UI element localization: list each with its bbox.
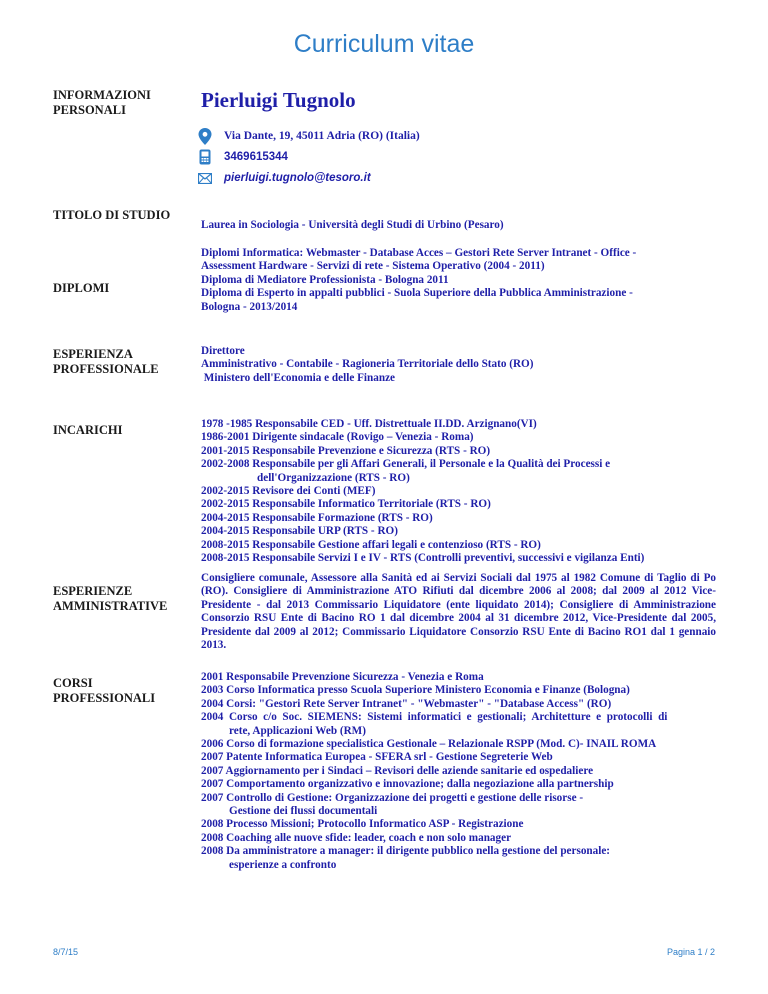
phone-number: 3469615344 [224,151,288,163]
course-line: 2008 Coaching alle nuove sfide: leader, coach e non solo manager [201,831,512,844]
course-line: 2004 Corso c/o Soc. SIEMENS: Sistemi informatici e gestionali; Architetture e protocolli di [201,711,668,724]
diploma-line: Bologna - 2013/2014 [201,300,298,313]
experience-line: Direttore [201,345,245,357]
course-line: 2008 Processo Missioni; Protocollo Informatico ASP - Registrazione [201,818,524,831]
footer-date: 8/7/15 [53,947,79,957]
phone-row [196,148,288,166]
phone-icon [196,148,214,166]
role-line: 2008-2015 Responsabile Servizi I e IV - RTS (Controlli preventivi, successivi e vigilanza Enti) [201,552,645,565]
course-line: rete, Applicazioni Web (RM) [229,724,366,737]
label-roles: INCARICHI [53,423,123,437]
page-title: Curriculum vitae [293,30,475,58]
role-line: 2002-2015 Responsabile Informatico Territoriale (RTS - RO) [201,498,491,511]
diploma-line: Diplomi Informatica: Webmaster - Database Acces – Gestori Rete Server Intranet - Office - [201,247,637,259]
role-line: 2001-2015 Responsabile Prevenzione e Sicurezza (RTS - RO) [201,444,491,457]
envelope-icon [196,169,214,187]
role-line: 1986-2001 Dirigente sindacale (Rovigo – Venezia - Roma) [201,431,474,444]
label-study: TITOLO DI STUDIO [53,208,171,222]
role-line: 1978 -1985 Responsabile CED - Uff. Distrettuale II.DD. Arzignano(VI) [201,418,537,430]
label-diplomas: DIPLOMI [53,281,110,295]
role-line: 2002-2008 Responsabile per gli Affari Generali, il Personale e la Qualità dei Processi e [201,458,611,471]
person-name: Pierluigi Tugnolo [201,88,356,112]
diplomas-list [201,247,716,314]
address-text: Via Dante, 19, 45011 Adria (RO) (Italia) [224,130,420,142]
experience-block [201,345,716,385]
address-row [196,127,420,145]
course-line: 2003 Corso Informatica presso Scuola Superiore Ministero Economia e Finanze (Bologna) [201,684,630,697]
course-line: 2008 Da amministratore a manager: il dirigente pubblico nella gestione del personale: [201,845,611,858]
course-line: 2007 Patente Informatica Europea - SFERA srl - Gestione Segreterie Web [201,751,553,764]
courses-list [201,671,716,872]
role-line: dell'Organizzazione (RTS - RO) [257,471,410,484]
course-line: 2006 Corso di formazione specialistica Gestionale – Relazionale RSPP (Mod. C)- INAIL ROMA [201,738,657,751]
experience-line: Amministrativo - Contabile - Ragioneria Territoriale dello Stato (RO) [201,358,534,371]
label-courses: CORSI PROFESSIONALI [53,676,156,705]
study-text: Laurea in Sociologia - Università degli Studi di Urbino (Pesaro) [201,219,504,231]
course-line: 2007 Controllo di Gestione: Organizzazione dei progetti e gestione delle risorse - [201,791,584,804]
label-personal-info: INFORMAZIONI PERSONALI [53,88,151,117]
role-line: 2008-2015 Responsabile Gestione affari legali e contenzioso (RTS - RO) [201,538,541,551]
admin-experience-text: Consigliere comunale, Assessore alla Sanità ed ai Servizi Sociali dal 1975 al 1982 Comune di Taglio di Po (RO). Consigliere di Amministrazione ATO Rifiuti dal dicembre 2006 al 2008; dal 2009 al 2012 Vice-Presidente - dal 2013 Commissario Liquidatore (ente liquidato 2014); Consigliere di Amministrazione Consorzio RSU Ente di Bacino RO 1 dal dicembre 2004 al 31 dicembre 2012, Vice-Presidente dal 2005, Presidente dal 2009 al 2012; Commissario Liquidatore Consorzio RSU Ente di Bacino RO1 dal 1 gennaio 2013. [201,572,716,652]
email-row [196,169,371,187]
course-line: esperienze a confronto [229,858,337,871]
label-admin-experience: ESPERIENZE AMMINISTRATIVE [53,584,168,613]
course-line: 2007 Aggiornamento per i Sindaci – Revisori delle aziende sanitarie ed ospedaliere [201,764,594,777]
email-link[interactable]: pierluigi.tugnolo@tesoro.it [224,172,371,184]
role-line: 2002-2015 Revisore dei Conti (MEF) [201,485,376,498]
footer-page-number: Pagina 1 / 2 [666,947,715,957]
diploma-line: Assessment Hardware - Servizi di rete - Sistema Operativo (2004 - 2011) [201,260,545,273]
experience-line: Ministero dell'Economia e delle Finanze [201,371,396,384]
course-line: 2001 Responsabile Prevenzione Sicurezza - Venezia e Roma [201,671,484,683]
course-line: 2007 Comportamento organizzativo e innovazione; dalla negoziazione alla partnership [201,778,614,791]
role-line: 2004-2015 Responsabile Formazione (RTS - RO) [201,511,433,524]
map-pin-icon [196,127,214,145]
roles-list [201,418,716,565]
course-line: Gestione dei flussi documentali [229,805,378,818]
course-line: 2004 Corsi: "Gestori Rete Server Intranet" - "Webmaster" - "Database Access" (RO) [201,697,612,710]
label-experience: ESPERIENZA PROFESSIONALE [53,347,159,376]
diploma-line: Diploma di Esperto in appalti pubblici - Suola Superiore della Pubblica Amministrazione - [201,287,633,300]
diploma-line: Diploma di Mediatore Professionista - Bologna 2011 [201,273,449,286]
role-line: 2004-2015 Responsabile URP (RTS - RO) [201,525,398,538]
